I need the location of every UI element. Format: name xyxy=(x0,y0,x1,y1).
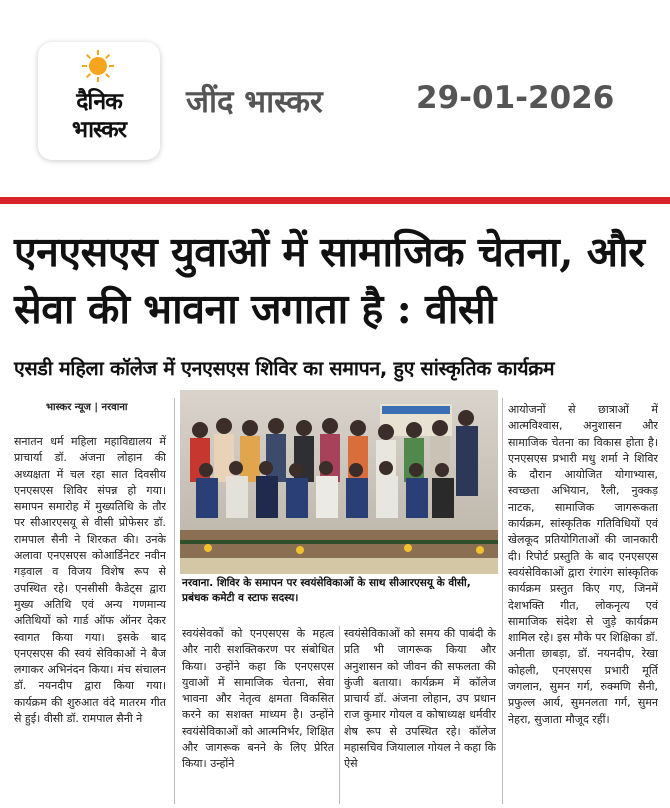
logo-text-bhaskar: भास्कर xyxy=(71,117,127,143)
masthead-divider xyxy=(0,197,670,204)
article-column-4: आयोजनों से छात्राओं में आत्मविश्वास, अनुशासन और सामाजिक चेतना का विकास होता है। एनएसएस प्रभारी मधु शर्मा ने शिविर के दौरान आयोजित योगाभ्यास, स्वच्छता अभियान, रैली, नुक्कड़ नाटक, सामाजिक जागरूकता कार्यक्रम, सांस्कृतिक गतिविधियों एवं खेलकूद प्रतियोगिताओं की जानकारी दी। रिपोर्ट प्रस्तुति के बाद एनएसएस स्वयंसेविकाओं द्वारा रंगारंग सांस्कृतिक कार्यक्रम प्रस्तुत किए गए, जिनमें देशभक्ति गीत, लोकनृत्य एवं सामाजिक संदेश से जुड़े कार्यक्रम शामिल रहे। इस मौके पर शिक्षिका डॉ. अनीता छाबड़ा, डॉ. नयनदीप, रेखा कोहली, एनएसएस प्रभारी मूर्ति जगलान, सुमन गर्ग, रुक्मणि सैनी, प्रफुल्ल आर्य, सुमनलता गर्ग, सुमन नेहरा, सुजाता मौजूद रहीं। xyxy=(508,403,658,726)
article-subhead: एसडी महिला कॉलेज में एनएसएस शिविर का समापन, हुए सांस्कृतिक कार्यक्रम xyxy=(14,357,555,380)
photo-caption: नरवाना. शिविर के समापन पर स्वयंसेविकाओं के साथ सीआरएसयू के वीसी, प्रबंधक कमेटी व स्टाफ सदस्य। xyxy=(182,577,471,604)
article-column-1: सनातन धर्म महिला महाविद्यालय में प्राचार्या डॉ. अंजना लोहान की अध्यक्षता में चल रहा सात दिवसीय एनएसएस शिविर संपन्न हो गया। समापन समारोह में मुख्यतिथि के तौर पर सीआरएसयू से वीसी प्रोफेसर डॉ. रामपाल सैनी ने शिरकत की। उनके अलावा एनएसएस कोआर्डिनेटर नवीन गड़वाल व विजय विशेष रूप से उपस्थित रहे। एनसीसी कैडेट्स द्वारा मुख्य अतिथि एवं अन्य गणमान्य अतिथियों को गार्ड ऑफ ऑनर देकर स्वागत किया गया। इसके बाद एनएसएस की स्वयं सेविकाओं ने बैज लगाकर अभिनंदन किया। मंच संचालन डॉ. नयनदीप द्वारा किया गया। कार्यक्रम की शुरुआत वंदे मातरम गीत से हुई। वीसी डॉ. रामपाल सैनी ने xyxy=(14,435,166,726)
edition-date: 29-01-2026 xyxy=(416,80,615,116)
article-column-3: स्वयंसेविकाओं को समय की पाबंदी के प्रति भी जागरूक किया और अनुशासन को जीवन की सफलता की कुंजी बताया। कार्यक्रम में कॉलेज प्राचार्य डॉ. अंजना लोहान, उप प्रधान राज कुमार गोयल व कोषाध्यक्ष धर्मवीर शेष रूप से उपस्थित रहे। कॉलेज महासचिव जियालाल गोयल ने कहा कि ऐसे xyxy=(344,627,496,771)
masthead xyxy=(0,0,670,196)
article-headline: एनएसएस युवाओं में सामाजिक चेतना, और सेवा की भावना जगाता है : वीसी xyxy=(14,228,645,333)
article-dateline: भास्कर न्यूज | नरवाना xyxy=(46,402,128,413)
edition-name: जींद भास्कर xyxy=(186,84,323,120)
article-photo xyxy=(180,390,498,574)
column-divider xyxy=(502,398,503,804)
article-column-2: स्वयंसेवकों को एनएसएस के महत्व और नारी सशक्तिकरण पर संबोधित किया। उन्होंने कहा कि एनएसएस युवाओं में सामाजिक चेतना, सेवा भावना और नेतृत्व क्षमता विकसित करने का सशक्त माध्यम है। उन्होंने स्वयंसेविकाओं को आत्मनिर्भर, शिक्षित और जागरूक बनने के लिए प्रेरित किया। उन्होंने xyxy=(182,627,334,771)
logo-text-dainik: दैनिक xyxy=(76,89,122,115)
column-divider xyxy=(339,626,340,804)
column-divider xyxy=(174,398,175,804)
dainik-bhaskar-logo xyxy=(38,42,160,160)
sun-icon xyxy=(82,50,114,82)
group-photo-illustration xyxy=(180,390,498,574)
